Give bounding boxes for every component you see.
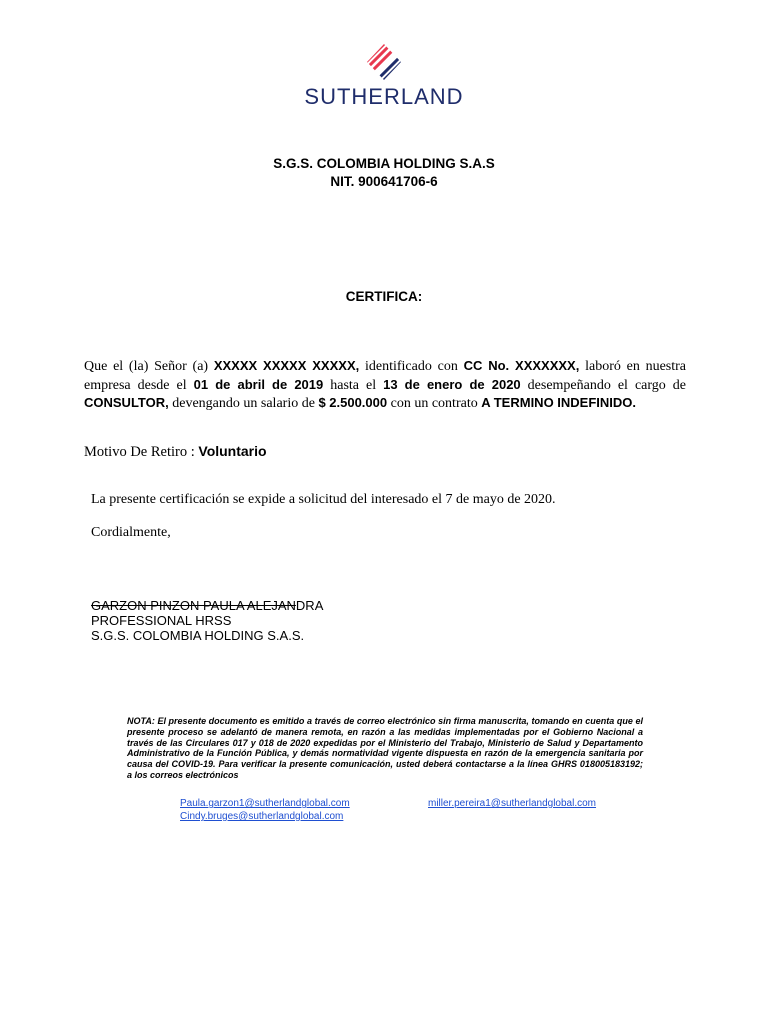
role: CONSULTOR, (84, 395, 169, 410)
email-link-paula[interactable]: Paula.garzon1@sutherlandglobal.com (180, 798, 350, 809)
signer-company: S.G.S. COLOMBIA HOLDING S.A.S. (91, 628, 305, 643)
contract-type: A TERMINO INDEFINIDO. (481, 395, 637, 410)
certification-paragraph: Que el (la) Señor (a) XXXXX XXXXX XXXXX, identificado con CC No. XXXXXXX, laboró en nuestra empresa desde el 01 de abril de 2019 hasta el 13 de enero de 2020 desempeñando el cargo de CONSULTOR, devengando un salario de $ 2.500.000 con un contrato A TERMINO INDEFINIDO. (84, 358, 687, 411)
employee-name: XXXXX XXXXX XXXXX, (213, 358, 360, 373)
retirement-reason: Motivo De Retiro : Voluntario (84, 443, 267, 460)
salary: $ 2.500.000 (318, 395, 388, 410)
employee-id: CC No. XXXXXXX, (463, 358, 580, 373)
sutherland-logo-icon (367, 44, 401, 80)
end-date: 13 de enero de 2020 (383, 376, 521, 392)
company-name: S.G.S. COLOMBIA HOLDING S.A.S (273, 156, 495, 171)
issue-statement: La presente certificación se expide a solicitud del interesado el 7 de mayo de 2020. (91, 492, 556, 507)
signer-position: PROFESSIONAL HRSS (91, 613, 232, 628)
document-title: CERTIFICA: (345, 289, 423, 304)
email-link-miller[interactable]: miller.pereira1@sutherlandglobal.com (428, 798, 597, 809)
retirement-reason-value: Voluntario (198, 443, 267, 459)
email-link-cindy[interactable]: Cindy.bruges@sutherlandglobal.com (180, 811, 344, 822)
company-nit: NIT. 900641706-6 (330, 174, 438, 189)
start-date: 01 de abril de 2019 (193, 376, 324, 392)
signer-name: GARZON PINZON PAULA ALEJANDRA (91, 598, 324, 613)
logo-wordmark: SUTHERLAND (304, 84, 464, 109)
legal-note: NOTA: El presente documento es emitido a través de correo electrónico sin firma manuscrita, tomando en cuenta que el presente proceso se adelantó de manera remota, en razón a las medidas implementadas por el Gobierno Nacional a través de las Circulares 017 y 018 de 2020 expedidas por el Ministerio del Trabajo, Ministerio de Salud y Departamento Administrativo de la Función Pública, y demás normatividad vigente dispuesta en razón de la emergencia sanitaria por causa del COVID-19. Para verificar la presente comunicación, usted deberá contactarse a la línea GHRS 018005183192; a los correos electrónicos (127, 716, 643, 780)
closing: Cordialmente, (91, 525, 171, 540)
